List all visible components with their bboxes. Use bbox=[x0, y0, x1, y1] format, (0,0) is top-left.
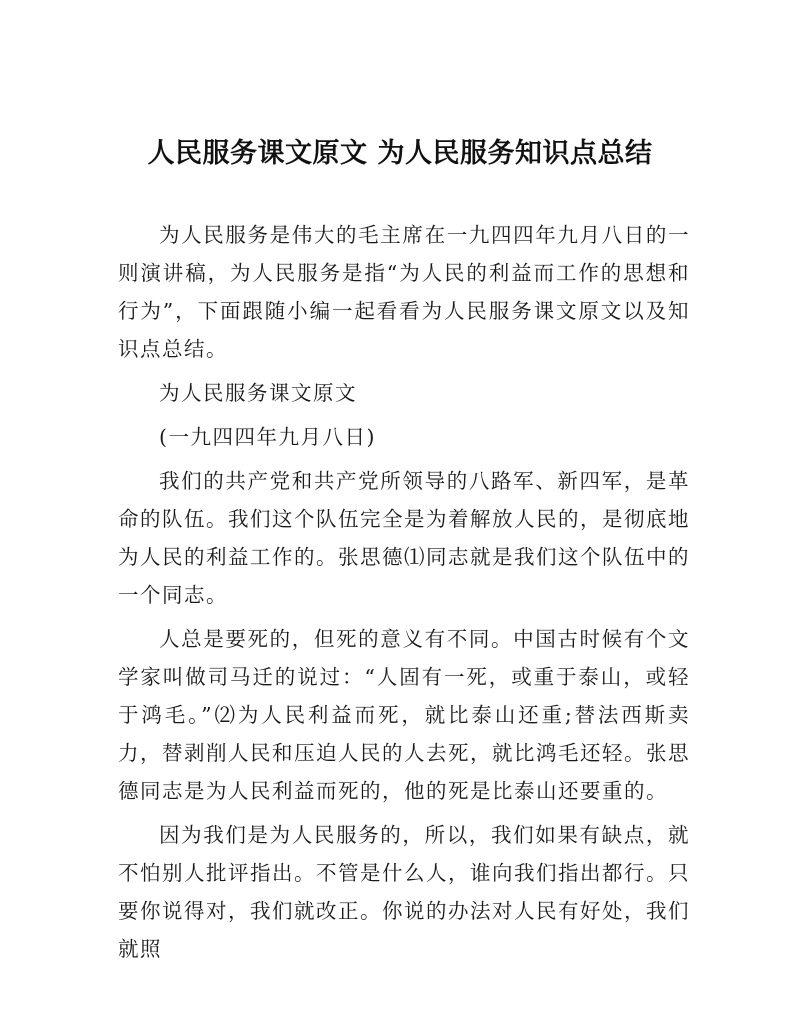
paragraph-section-heading: 为人民服务课文原文 bbox=[159, 381, 357, 405]
paragraph-intro: 为人民服务是伟大的毛主席在一九四四年九月八日的一则演讲稿，为人民服务是指“为人民的利益而工作的思想和行为”，下面跟随小编一起看看为人民服务课文原文以及知识点总结。 bbox=[118, 223, 690, 361]
document-body bbox=[118, 216, 690, 974]
document-title: 人民服务课文原文 为人民服务知识点总结 bbox=[147, 138, 653, 169]
paragraph-2: 人总是要死的，但死的意义有不同。中国古时候有个文学家叫做司马迁的说过：“人固有一死，或重于泰山，或轻于鸿毛。”⑵为人民利益而死，就比泰山还重;替法西斯卖力，替剥削人民和压迫人民的人去死，就比鸿毛还轻。张思德同志是为人民利益而死的，他的死是比泰山还要重的。 bbox=[118, 627, 690, 803]
paragraph-3: 因为我们是为人民服务的，所以，我们如果有缺点，就不怕别人批评指出。不管是什么人，谁向我们指出都行。只要你说得对，我们就改正。你说的办法对人民有好处，我们就照 bbox=[118, 823, 690, 961]
paragraph-date: (一九四四年九月八日) bbox=[159, 425, 376, 449]
paragraph-1: 我们的共产党和共产党所领导的八路军、新四军，是革命的队伍。我们这个队伍完全是为着解放人民的，是彻底地为人民的利益工作的。张思德⑴同志就是我们这个队伍中的一个同志。 bbox=[118, 469, 690, 607]
